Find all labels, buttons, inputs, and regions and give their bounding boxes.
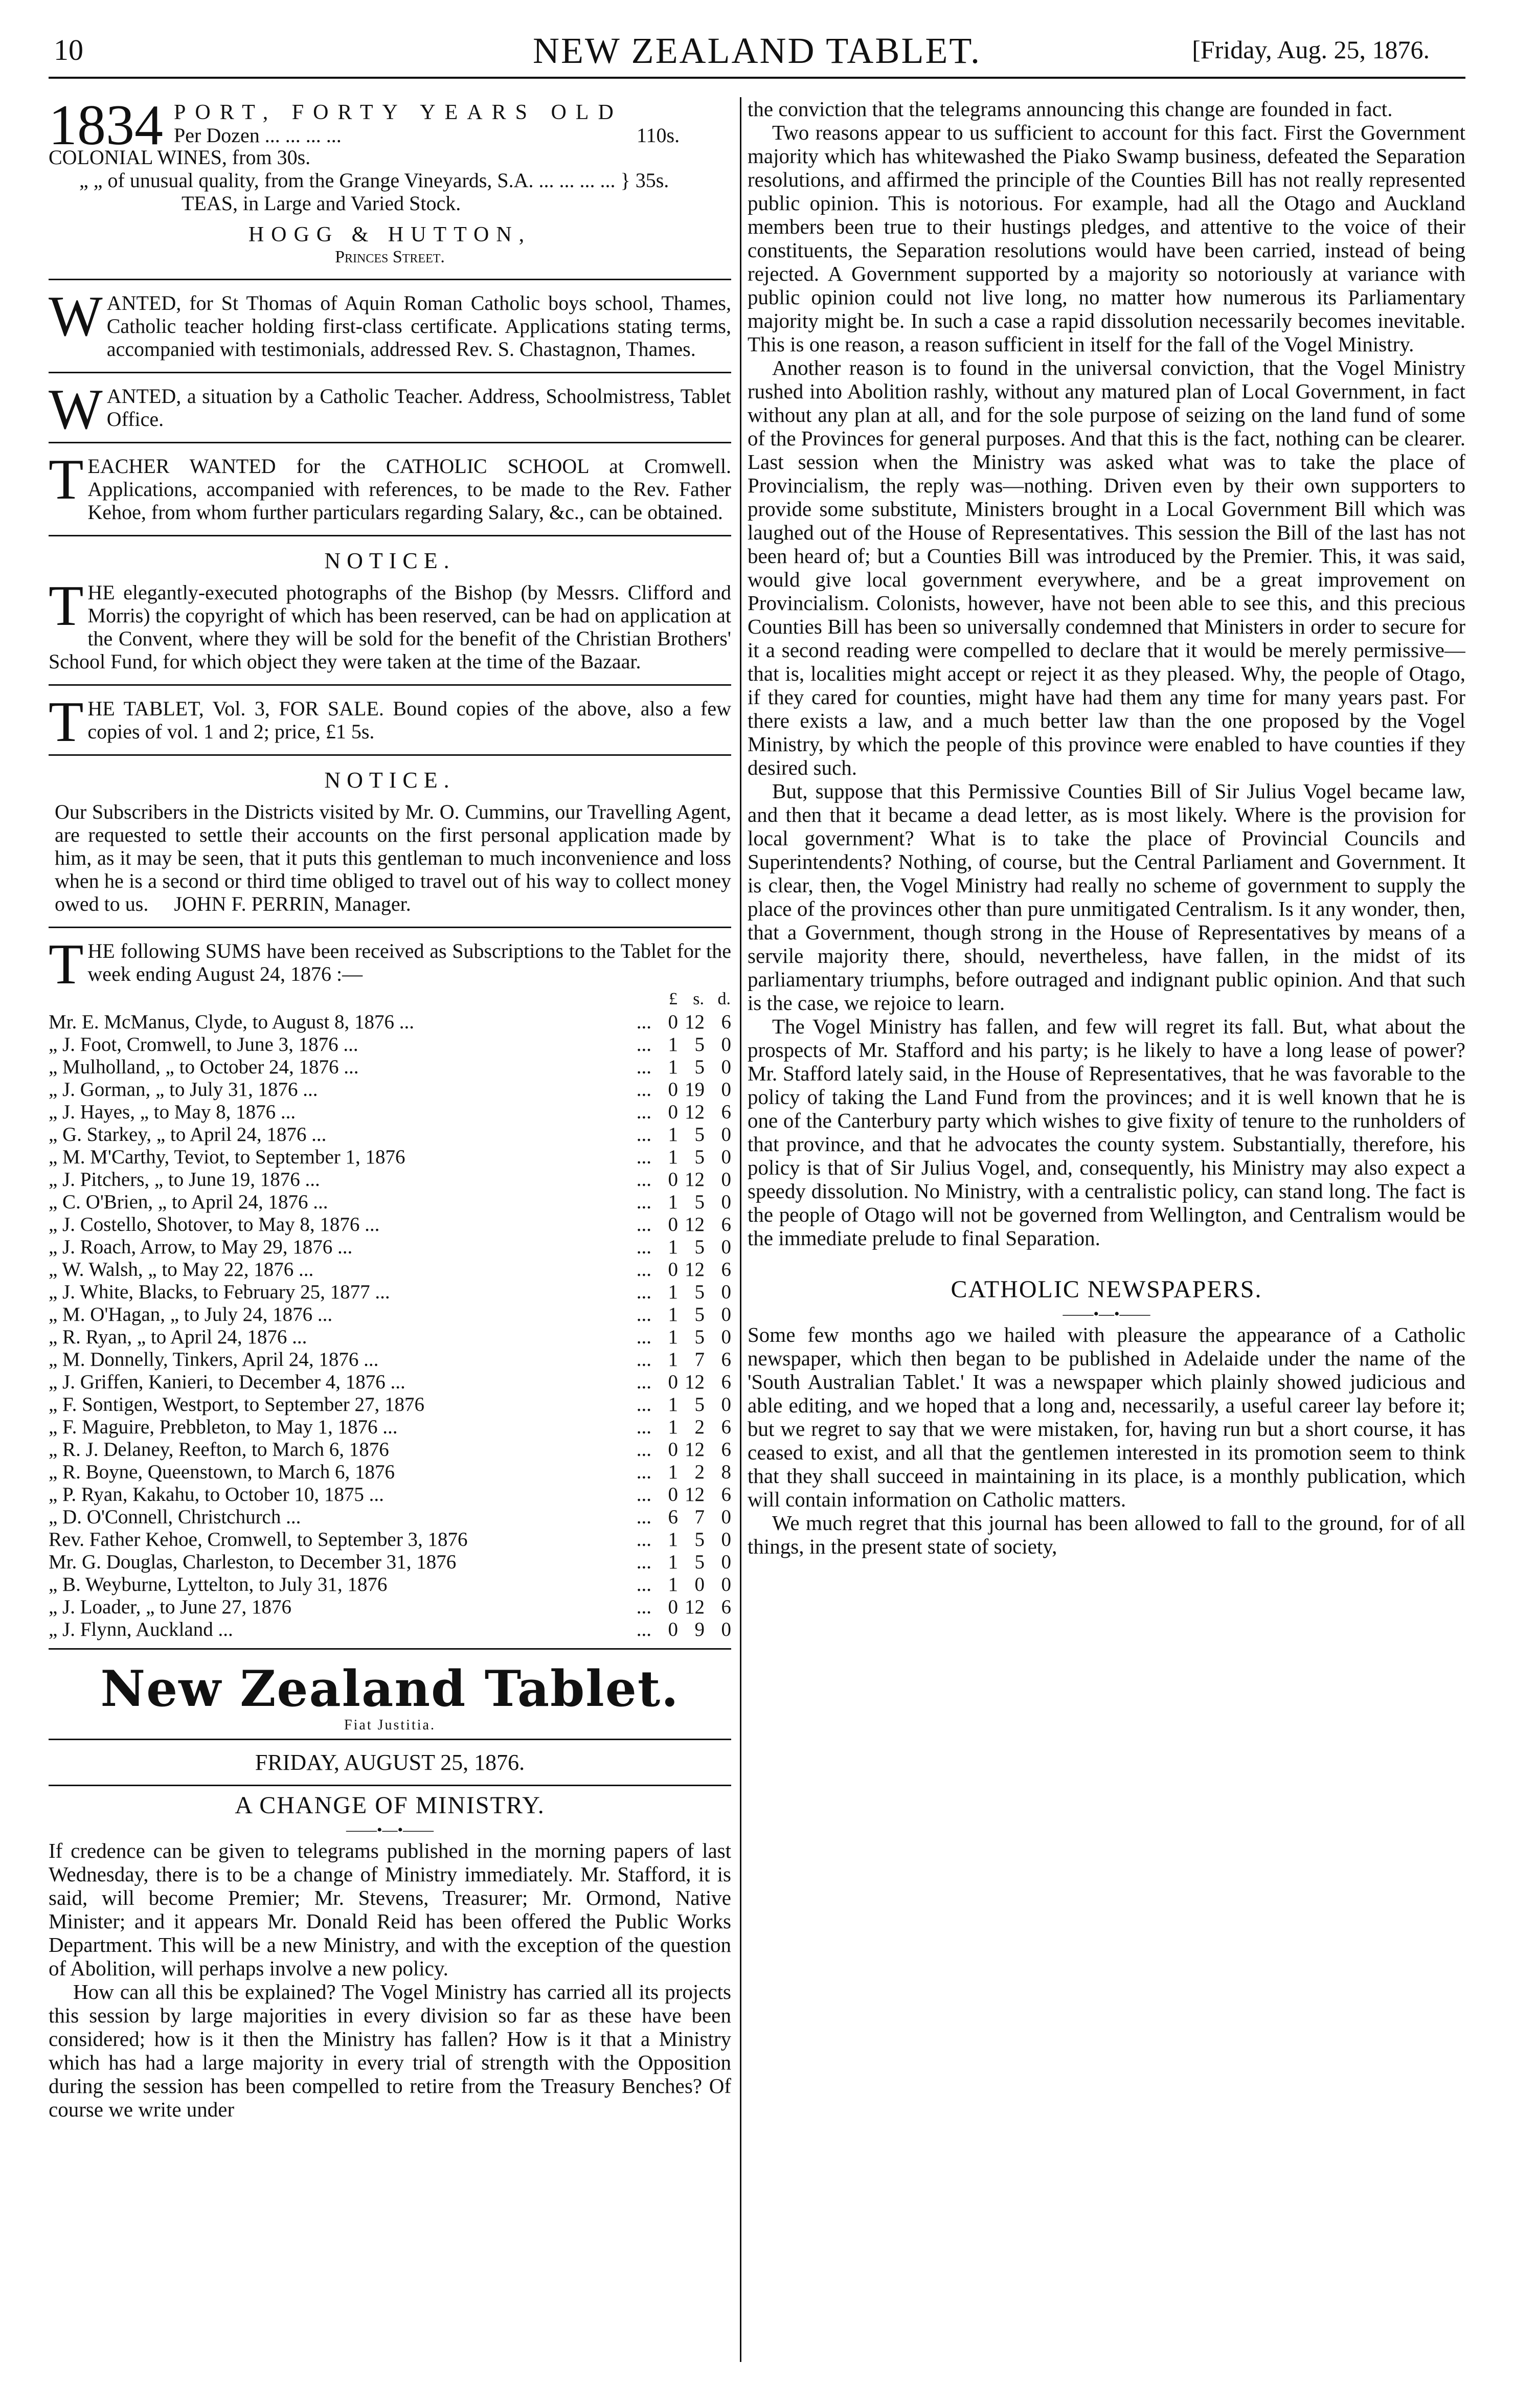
port-wine-ad [49, 97, 731, 222]
subscriber-name: „ G. Starkey, „ to April 24, 1876 ... [49, 1123, 327, 1145]
amount-pence: 0 [721, 1326, 731, 1348]
amount-pounds: 6 [668, 1506, 678, 1528]
table-row [49, 1596, 731, 1618]
table-row [49, 1281, 731, 1303]
amount-pounds: 1 [668, 1123, 678, 1145]
article-title: CATHOLIC NEWSPAPERS. [951, 1276, 1262, 1303]
subscriber-name: Mr. E. McManus, Clyde, to August 8, 1876 ... [49, 1011, 415, 1033]
subscriber-name: „ P. Ryan, Kakahu, to October 10, 1875 ... [49, 1483, 384, 1505]
amount-pounds: 1 [668, 1551, 678, 1573]
amount-pence: 0 [721, 1528, 731, 1550]
amount-shillings: 7 [694, 1348, 705, 1370]
amount-pounds: 0 [668, 1483, 678, 1505]
ad-line: Per Dozen ... ... ... ... [174, 124, 342, 147]
article-body [748, 1323, 1465, 1558]
table-row [49, 1258, 731, 1281]
amount-pence: 0 [721, 1191, 731, 1213]
leader-dots: ... [636, 1168, 651, 1190]
leader-dots: ... [636, 1101, 651, 1123]
subscriber-name: „ M. O'Hagan, „ to July 24, 1876 ... [49, 1303, 333, 1325]
divider [49, 372, 731, 373]
article-body-continued [748, 97, 1465, 1250]
amount-shillings: 5 [694, 1528, 705, 1550]
amount-pence: 8 [721, 1461, 731, 1483]
ad-line: COLONIAL WINES, from 30s. [49, 146, 311, 169]
leader-dots: ... [636, 1461, 651, 1483]
amount-shillings: 12 [685, 1011, 705, 1033]
leader-dots: ... [636, 1528, 651, 1550]
amount-pence: 6 [721, 1101, 731, 1123]
page-number: 10 [54, 33, 83, 66]
newspaper-title: NEW ZEALAND TABLET. [532, 30, 982, 71]
subscriber-name: Rev. Father Kehoe, Cromwell, to September 3, 1876 [49, 1528, 468, 1550]
divider [49, 1739, 731, 1740]
divider [49, 442, 731, 443]
subscriber-name: „ R. J. Delaney, Reefton, to March 6, 1876 [49, 1438, 389, 1460]
amount-pounds: 0 [668, 1371, 678, 1393]
amount-shillings: 12 [685, 1438, 705, 1460]
divider [49, 279, 731, 280]
table-row [49, 1056, 731, 1078]
leader-dots: ... [636, 1258, 651, 1280]
amount-shillings: 12 [685, 1596, 705, 1618]
table-row [49, 1213, 731, 1236]
amount-pounds: 0 [668, 1618, 678, 1640]
amount-pounds: 1 [668, 1236, 678, 1258]
amount-pence: 0 [721, 1123, 731, 1145]
drop-cap: W [49, 378, 103, 441]
table-row [49, 1191, 731, 1213]
amount-pence: 6 [721, 1438, 731, 1460]
subscriber-name: „ Mulholland, „ to October 24, 1876 ... [49, 1056, 359, 1078]
ad-street: Princes Street. [335, 247, 445, 266]
leader-dots: ... [636, 1393, 651, 1415]
leader-dots: ... [636, 1506, 651, 1528]
ornament: ——•—•—— [346, 1821, 434, 1838]
subscriber-name: „ R. Ryan, „ to April 24, 1876 ... [49, 1326, 307, 1348]
subscriber-name: „ M. Donnelly, Tinkers, April 24, 1876 ... [49, 1348, 379, 1370]
amount-pence: 6 [721, 1416, 731, 1438]
amount-pence: 6 [721, 1371, 731, 1393]
divider [49, 1785, 731, 1786]
leader-dots: ... [636, 1191, 651, 1213]
amount-pounds: 1 [668, 1416, 678, 1438]
article-paragraph: Some few months ago we hailed with pleasure the appearance of a Catholic newspaper, which then began to be published in Adelaide under the name of the 'South Australian Tablet.' It was a newspaper which plainly showed judicious and able editing, and we hoped that a long and, necessarily, a useful career lay before it; but we regret to say that we were mistaken, for, having run but a short course, it has ceased to exist, and all that the gentlemen interested in its promotion seem to think that they shall succeed in maintaining in its place, is a monthly publication, which will contain information on Catholic matters. [748, 1323, 1465, 1511]
subscriber-name: „ W. Walsh, „ to May 22, 1876 ... [49, 1258, 314, 1280]
subscriber-name: „ J. Pitchers, „ to June 19, 1876 ... [49, 1168, 320, 1190]
leader-dots: ... [636, 1281, 651, 1303]
amount-pence: 6 [721, 1213, 731, 1235]
amount-shillings: 0 [694, 1573, 705, 1595]
subscriber-name: „ B. Weyburne, Lyttelton, to July 31, 1876 [49, 1573, 388, 1595]
amount-pounds: 0 [668, 1078, 678, 1100]
table-row [49, 1011, 731, 1033]
table-row [49, 1528, 731, 1551]
amount-pence: 0 [721, 1168, 731, 1190]
article-paragraph: Two reasons appear to us sufficient to account for this fact. First the Government majority which has whitewashed the Piako Swamp business, defeated the Separation resolutions, and affirmed the principle of the Counties Bill has not really represented public opinion. This is notorious. For example, had all the Otago and Auckland members been true to their hustings pledges, and attentive to the voice of their constituents, the Separation resolutions would have been carried, instead of being rejected. A Government supported by a majority so notoriously at variance with public opinion could not live long, no matter how numerous its Parliamentary majority might be. In such a case a rapid dissolution necessarily becomes inevitable. This is one reason, a reason sufficient in itself for the fall of the Vogel Ministry. [748, 121, 1465, 356]
header-rule [49, 77, 1465, 79]
subscriber-name: „ M. M'Carthy, Teviot, to September 1, 1876 [49, 1146, 405, 1168]
column-divider [740, 97, 741, 2362]
currency-header: £ [669, 989, 677, 1008]
amount-pounds: 1 [668, 1191, 678, 1213]
amount-pounds: 1 [668, 1528, 678, 1550]
amount-pounds: 0 [668, 1011, 678, 1033]
ad-text: EACHER WANTED for the CATHOLIC SCHOOL at Cromwell. Applications, accompanied with references, to be made to the Rev. Father Kehoe, from whom further particulars regarding Salary, &c., can be obtained. [87, 455, 731, 524]
subscriber-name: „ J. Roach, Arrow, to May 29, 1876 ... [49, 1236, 353, 1258]
right-column [748, 97, 1465, 2377]
amount-shillings: 2 [694, 1416, 705, 1438]
amount-pence: 6 [721, 1258, 731, 1280]
leader-dots: ... [636, 1596, 651, 1618]
amount-pence: 0 [721, 1303, 731, 1325]
amount-shillings: 5 [694, 1123, 705, 1145]
subscriber-name: „ J. Loader, „ to June 27, 1876 [49, 1596, 291, 1618]
amount-shillings: 5 [694, 1393, 705, 1415]
table-row [49, 1168, 731, 1191]
table-row [49, 1078, 731, 1101]
wanted-teacher-ad [49, 285, 731, 361]
leader-dots: ... [636, 1438, 651, 1460]
amount-shillings: 5 [694, 1281, 705, 1303]
subscriber-name: „ J. Costello, Shotover, to May 8, 1876 ... [49, 1213, 380, 1235]
amount-pence: 0 [721, 1056, 731, 1078]
leader-dots: ... [636, 1416, 651, 1438]
table-row [49, 1551, 731, 1573]
ad-signature: JOHN F. PERRIN, Manager. [174, 892, 411, 915]
leader-dots: ... [636, 1056, 651, 1078]
amount-shillings: 12 [685, 1371, 705, 1393]
left-column [49, 97, 731, 2377]
article-paragraph: Another reason is to found in the universal conviction, that the Vogel Ministry rushed into Abolition rashly, without any matured plan of Local Government, in fact without any plan at all, and for the sole purpose of seizing on the land fund of some of the Provinces for general purposes. And that this is the fact, nothing can be clearer. Last session when the Ministry was asked what was to take the place of Provincialism, the reply was—nothing. Driven even by their own supporters to provide some substitute, Ministers brought in a Local Government Bill which was laughed out of the House of Representatives. This session the Bill of the last has not been heard of; but a Counties Bill was introduced by the Premier. This, it was said, would give local government everywhere, and be a great improvement on Provincialism. Colonists, however, have not been able to see this, and this precious Counties Bill has been so universally condemned that Ministers in order to secure for it a second reading were compelled to declare that it would be merely permissive—that is, localities might accept or reject it as they pleased. Why, the people of Otago, if they cared for counties, might have had them any time for many years past. For there exists a law, and a much better law than the one proposed by the Vogel Ministry, by which the people of this province were enabled to have counties if they desired such. [748, 356, 1465, 779]
amount-shillings: 12 [685, 1101, 705, 1123]
table-row [49, 1101, 731, 1123]
amount-shillings: 5 [694, 1236, 705, 1258]
amount-pounds: 1 [668, 1146, 678, 1168]
amount-shillings: 12 [685, 1258, 705, 1280]
subscriber-name: „ R. Boyne, Queenstown, to March 6, 1876 [49, 1461, 395, 1483]
subscriber-name: „ J. Hayes, „ to May 8, 1876 ... [49, 1101, 296, 1123]
amount-pence: 0 [721, 1393, 731, 1415]
amount-shillings: 19 [685, 1078, 705, 1100]
amount-pence: 0 [721, 1281, 731, 1303]
leader-dots: ... [636, 1371, 651, 1393]
divider [49, 684, 731, 686]
leader-dots: ... [636, 1348, 651, 1370]
divider [49, 535, 731, 536]
leader-dots: ... [636, 1123, 651, 1145]
article-paragraph: How can all this be explained? The Vogel Ministry has carried all its projects this session by large majorities in every division so far as these have been considered; how is it then the Ministry has fallen? How is it that a Ministry which has had a large majority in every trial of strength with the Opposition during the session has been compelled to retire from the Treasury Benches? Of course we write under [49, 1980, 731, 2121]
table-row [49, 1573, 731, 1596]
amount-shillings: 12 [685, 1213, 705, 1235]
amount-pence: 0 [721, 1551, 731, 1573]
article-paragraph: But, suppose that this Permissive Counties Bill of Sir Julius Vogel became law, and then that it became a dead letter, as is most likely. Where is the provision for local government? What is to take the place of Provincial Councils and Superintendents? Nothing, of course, but the Central Parliament and Government. It is clear, then, the Vogel Ministry had really no scheme of government to supply the place of the provinces other than pure unmitigated Centralism. Is it any wonder, then, that a Government, though strong in the House of Representatives by means of a servile majority there, should, nevertheless, have fallen, in the midst of its parliamentary triumphs, before outraged and indignant public opinion. And that such is the case, we rejoice to learn. [748, 779, 1465, 1015]
amount-pence: 0 [721, 1618, 731, 1640]
leader-dots: ... [636, 1483, 651, 1505]
drop-cap: T [49, 690, 84, 754]
amount-pounds: 1 [668, 1573, 678, 1595]
leader-dots: ... [636, 1011, 651, 1033]
tablet-for-sale-ad [49, 690, 731, 754]
subscriber-name: „ F. Maguire, Prebbleton, to May 1, 1876 ... [49, 1416, 398, 1438]
ad-text: ANTED, a situation by a Catholic Teacher. Address, Schoolmistress, Tablet Office. [106, 385, 731, 431]
ad-heading: PORT, FORTY YEARS OLD [174, 101, 623, 124]
amount-pounds: 0 [668, 1438, 678, 1460]
amount-pounds: 0 [668, 1258, 678, 1280]
drop-cap: T [49, 933, 84, 996]
subscriber-name: „ J. White, Blacks, to February 25, 1877 ... [49, 1281, 390, 1303]
table-row [49, 1461, 731, 1483]
table-row [49, 1033, 731, 1056]
amount-shillings: 5 [694, 1033, 705, 1055]
subscriptions-intro [49, 933, 731, 996]
article-paragraph: We much regret that this journal has been allowed to fall to the ground, for of all things, in the present state of society, [748, 1511, 1465, 1558]
table-row [49, 1438, 731, 1461]
leader-dots: ... [636, 1213, 651, 1235]
currency-header: s. [693, 989, 704, 1008]
page-header [49, 30, 1465, 71]
drop-cap: W [49, 285, 103, 348]
amount-shillings: 5 [694, 1191, 705, 1213]
leader-dots: ... [636, 1078, 651, 1100]
table-row [49, 1483, 731, 1506]
amount-pence: 6 [721, 1011, 731, 1033]
amount-shillings: 5 [694, 1056, 705, 1078]
article-title: A CHANGE OF MINISTRY. [235, 1792, 545, 1819]
leader-dots: ... [636, 1551, 651, 1573]
ad-year: 1834 [49, 97, 163, 157]
leader-dots: ... [636, 1033, 651, 1055]
amount-shillings: 12 [685, 1168, 705, 1190]
amount-shillings: 12 [685, 1483, 705, 1505]
table-row [49, 1146, 731, 1168]
subscriptions-table [49, 987, 731, 1641]
teacher-wanted-ad [49, 448, 731, 524]
ad-firm: HOGG & HUTTON, [248, 223, 532, 246]
amount-pence: 0 [721, 1146, 731, 1168]
drop-cap: T [49, 448, 84, 511]
amount-pounds: 1 [668, 1056, 678, 1078]
subscribers-notice [49, 800, 731, 915]
leader-dots: ... [636, 1236, 651, 1258]
amount-pounds: 1 [668, 1033, 678, 1055]
amount-pounds: 0 [668, 1168, 678, 1190]
masthead-motto: Fiat Justitia. [344, 1717, 436, 1733]
subscriber-name: „ J. Gorman, „ to July 31, 1876 ... [49, 1078, 318, 1100]
currency-header: d. [717, 989, 731, 1008]
amount-pence: 0 [721, 1506, 731, 1528]
subscriber-name: „ D. O'Connell, Christchurch ... [49, 1506, 301, 1528]
amount-shillings: 7 [694, 1506, 705, 1528]
leader-dots: ... [636, 1303, 651, 1325]
table-row [49, 1123, 731, 1146]
subscriber-name: „ J. Griffen, Kanieri, to December 4, 1876 ... [49, 1371, 405, 1393]
ad-text: ANTED, for St Thomas of Aquin Roman Catholic boys school, Thames, Catholic teacher holding first-class certificate. Applications stating terms, accompanied with testimonials, addressed Rev. S. Chastagnon, Thames. [106, 291, 731, 361]
notice-heading: NOTICE. [324, 768, 456, 793]
amount-shillings: 5 [694, 1326, 705, 1348]
leader-dots: ... [636, 1326, 651, 1348]
amount-shillings: 2 [694, 1461, 705, 1483]
amount-pounds: 0 [668, 1596, 678, 1618]
ad-text: Our Subscribers in the Districts visited by Mr. O. Cummins, our Travelling Agent, are requested to settle their accounts on the first personal application made by him, as it may be seen, that it puts this gentleman to much inconvenience and loss when he is a second or third time obliged to travel out of his way to collect money owed to us. [55, 800, 731, 915]
table-row [49, 1393, 731, 1416]
amount-shillings: 5 [694, 1303, 705, 1325]
subscriber-name: „ C. O'Brien, „ to April 24, 1876 ... [49, 1191, 328, 1213]
table-row [49, 1618, 731, 1641]
leader-dots: ... [636, 1146, 651, 1168]
ornament: ——•—•—— [1063, 1306, 1150, 1322]
article-paragraph: If credence can be given to telegrams published in the morning papers of last Wednesday, there is to be a change of Ministry immediately. Mr. Stafford, it is said, will become Premier; Mr. Stevens, Treasurer; Mr. Ormond, Native Minister; and it appears Mr. Donald Reid has been offered the Public Works Department. This will be a new Ministry, and with the exception of the question of Abolition, will perhaps involve a new policy. [49, 1839, 731, 1980]
table-row [49, 1506, 731, 1528]
drop-cap: T [49, 574, 84, 638]
amount-shillings: 9 [694, 1618, 705, 1640]
amount-pounds: 1 [668, 1461, 678, 1483]
photographs-notice [49, 574, 731, 673]
amount-pence: 0 [721, 1078, 731, 1100]
amount-pounds: 1 [668, 1303, 678, 1325]
amount-pence: 0 [721, 1236, 731, 1258]
amount-pounds: 1 [668, 1348, 678, 1370]
ad-text: HE TABLET, Vol. 3, FOR SALE. Bound copies of the above, also a few copies of vol. 1 and 2; price, £1 5s. [87, 697, 731, 743]
ad-text: HE elegantly-executed photographs of the Bishop (by Messrs. Clifford and Morris) the copyright of which has been reserved, can be had on application at the Convent, where they will be sold for the benefit of the Christian Brothers' School Fund, for which object they were taken at the time of the Bazaar. [49, 581, 731, 673]
subscriber-name: „ F. Sontigen, Westport, to September 27, 1876 [49, 1393, 425, 1415]
wanted-situation-ad [49, 378, 731, 441]
amount-pence: 6 [721, 1483, 731, 1505]
amount-pence: 6 [721, 1348, 731, 1370]
article-paragraph: the conviction that the telegrams announcing this change are founded in fact. [748, 97, 1393, 121]
divider [49, 927, 731, 928]
article-paragraph: The Vogel Ministry has fallen, and few will regret its fall. But, what about the prospects of Mr. Stafford and his party; is he likely to have a long lease of power? Mr. Stafford lately said, in the House of Representatives, that he was favorable to the policy of taking the Land Fund from the provinces; and it is well known that he is one of the Canterbury party which wishes to give fixity of tenure to the runholders of that province, and that he advocates the county system. Substantially, therefore, his policy is that of Sir Julius Vogel, and, consequently, his Ministry may also expect a speedy dissolution. No Ministry, with a centralistic policy, can stand long. The fact is the people of Otago will not be governed from Wellington, and Centralism would be the immediate prelude to final Separation. [748, 1015, 1465, 1250]
amount-pounds: 1 [668, 1281, 678, 1303]
ad-line: „ „ of unusual quality, from the Grange Vineyards, S.A. ... ... ... ... } 35s. [79, 169, 669, 192]
amount-pounds: 0 [668, 1213, 678, 1235]
ad-price: 110s. [637, 124, 680, 147]
amount-pounds: 1 [668, 1393, 678, 1415]
table-row [49, 1303, 731, 1326]
amount-shillings: 5 [694, 1146, 705, 1168]
amount-pence: 0 [721, 1573, 731, 1595]
subscriber-name: „ J. Foot, Cromwell, to June 3, 1876 ... [49, 1033, 358, 1055]
table-row [49, 1348, 731, 1371]
masthead-title: New Zealand Tablet. [100, 1660, 680, 1718]
amount-pence: 0 [721, 1033, 731, 1055]
subscriber-name: „ J. Flynn, Auckland ... [49, 1618, 233, 1640]
article-body [49, 1839, 731, 2121]
notice-heading: NOTICE. [324, 548, 456, 573]
table-row [49, 1416, 731, 1438]
amount-pounds: 1 [668, 1326, 678, 1348]
table-row [49, 1326, 731, 1348]
ad-text: HE following SUMS have been received as Subscriptions to the Tablet for the week ending August 24, 1876 :— [87, 939, 731, 985]
table-row [49, 1236, 731, 1258]
divider [49, 1648, 731, 1650]
amount-pounds: 0 [668, 1101, 678, 1123]
masthead-date: FRIDAY, AUGUST 25, 1876. [255, 1750, 525, 1775]
subscriber-name: Mr. G. Douglas, Charleston, to December 31, 1876 [49, 1551, 457, 1573]
issue-date: [Friday, Aug. 25, 1876. [1192, 35, 1430, 64]
amount-shillings: 5 [694, 1551, 705, 1573]
leader-dots: ... [636, 1618, 651, 1640]
table-row [49, 1371, 731, 1393]
leader-dots: ... [636, 1573, 651, 1595]
amount-pence: 6 [721, 1596, 731, 1618]
divider [49, 754, 731, 756]
ad-line: TEAS, in Large and Varied Stock. [182, 192, 461, 215]
